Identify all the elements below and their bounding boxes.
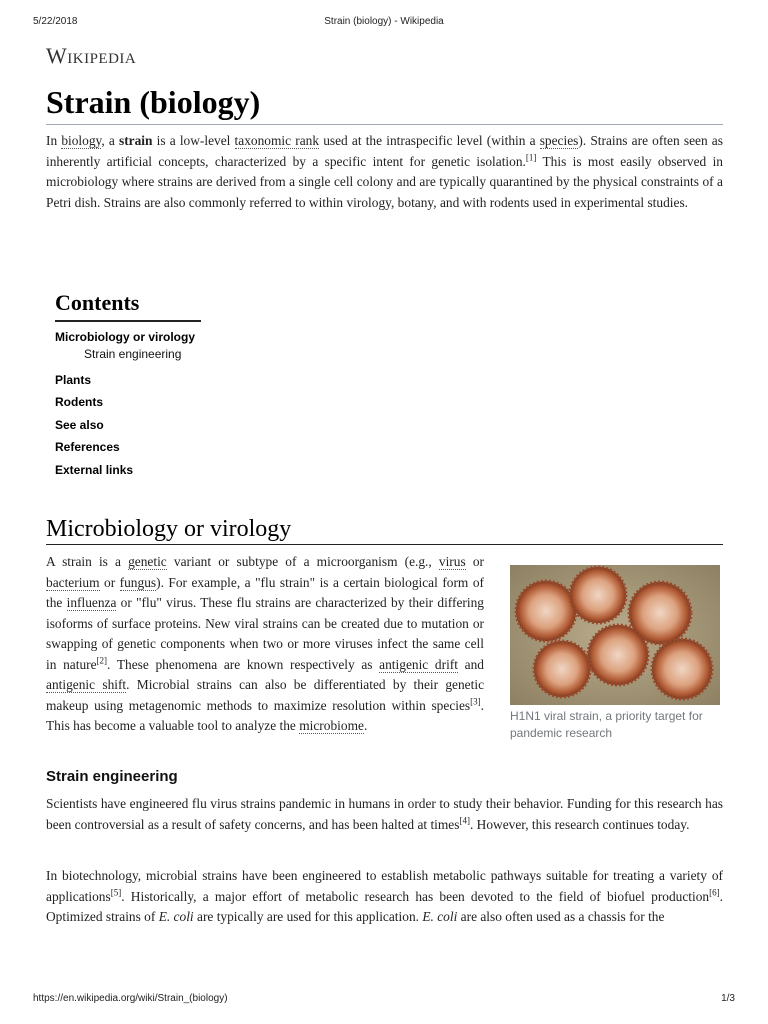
engineering-paragraph-2 (46, 866, 723, 928)
link-taxonomic-rank[interactable]: taxonomic rank (234, 133, 320, 148)
section-divider (46, 544, 723, 545)
link-antigenic-shift[interactable]: antigenic shift (46, 677, 127, 692)
toc-item-external-links[interactable]: External links (55, 462, 134, 477)
text: or (465, 554, 484, 569)
engineering-paragraph-1 (46, 794, 723, 835)
ref-2[interactable]: [2] (96, 655, 108, 666)
text: In biotechnology, microbial strains have been engineered to establish metabolic pathways suitable for treating a variety of applications (46, 868, 723, 904)
text: . This has become a valuable tool to analyze the (46, 697, 484, 733)
figure-caption: H1N1 viral strain, a priority target for pandemic research (510, 709, 703, 740)
link-biology[interactable]: biology (61, 133, 102, 148)
text: or (99, 574, 120, 590)
link-influenza[interactable]: influenza (66, 595, 117, 610)
link-microbiome[interactable]: microbiome (299, 718, 364, 733)
print-date: 5/22/2018 (33, 16, 78, 27)
toc-title: Contents (55, 290, 140, 315)
link-bacterium[interactable]: bacterium (46, 574, 100, 590)
text: is a low-level (152, 133, 235, 148)
figure-h1n1 (510, 565, 720, 742)
table-of-contents (55, 289, 201, 483)
toc-item-plants[interactable]: Plants (55, 372, 92, 387)
text: are also often used as a chassis for the (457, 909, 665, 924)
bold-strain: strain (118, 133, 153, 148)
text: are typically are used for this application. (193, 909, 423, 924)
text: Scientists have engineered flu virus strains pandemic in humans in order to study their behavior. Funding for this research has been controversial as a result of safety concerns, and has been halted at times (46, 796, 723, 832)
text: . Optimized strains of (46, 888, 723, 924)
text: of surface proteins. New viral strains can be created due to mutation or swapping of genetic components when two or more viruses infect the same cell in nature (46, 615, 484, 672)
text: A strain is a (46, 554, 129, 569)
print-url: https://en.wikipedia.org/wiki/Strain_(biology) (33, 993, 228, 1004)
text: ). For example, a "flu strain" is a certain biological form of the (46, 574, 484, 610)
text: used at the intraspecific level (within a (319, 133, 540, 148)
text: . These phenomena are known respectively as (107, 656, 380, 672)
h1n1-virus-image[interactable] (510, 565, 720, 705)
print-footer (33, 993, 735, 1007)
text: . Microbial strains can also be differentiated by their genetic makeup using metagenomic methods to maximize resolution within species (46, 677, 485, 713)
text-isoforms: isoforms (46, 615, 93, 631)
section-heading-microbiology: Microbiology or virology (46, 516, 292, 542)
italic-ecoli: E. coli (158, 909, 194, 924)
text: , a (101, 133, 119, 148)
ref-4[interactable]: [4] (459, 815, 470, 826)
subsection-heading-strain-engineering: Strain engineering (46, 768, 178, 785)
text: ). Strains are often seen as inherently artificial concepts, characterized by a specific intent for genetic isolation. (46, 133, 723, 169)
toc-item-strain-engineering[interactable]: Strain engineering (84, 346, 182, 361)
text: . (363, 718, 368, 733)
ref-1[interactable]: [1] (525, 152, 537, 163)
ref-3[interactable]: [3] (470, 696, 481, 707)
text: or "flu" virus. These flu strains are characterized by their differing (116, 595, 484, 610)
link-virus[interactable]: virus (438, 554, 466, 569)
link-genetic[interactable]: genetic (128, 554, 167, 569)
toc-item-rodents[interactable]: Rodents (55, 395, 103, 409)
title-divider (46, 124, 723, 125)
print-page-title: Strain (biology) - Wikipedia (324, 16, 444, 27)
link-species[interactable]: species (539, 133, 579, 148)
toc-item-see-also[interactable]: See also (55, 417, 104, 432)
print-page-number: 1/3 (721, 993, 735, 1004)
text: In (46, 133, 62, 148)
microbiology-paragraph (46, 552, 484, 737)
link-antigenic-drift[interactable]: antigenic drift (379, 656, 458, 672)
ref-5[interactable]: [5] (110, 887, 122, 898)
article-title: Strain (biology) (46, 84, 261, 120)
toc-item-references[interactable]: References (55, 440, 120, 454)
italic-ecoli: E. coli (422, 909, 458, 924)
text: . Historically, a major effort of metabolic research has been devoted to the field of biofuel production (121, 888, 710, 904)
text: This is most easily observed in microbiology where strains are derived from a single cell colony and are typically quarantined by the physical constraints of a Petri dish. Strains are also commonly referred to within virology, botany, and with rodents used in experimental studies. (46, 153, 723, 210)
text: . However, this research continues today. (469, 816, 690, 832)
text: and (457, 656, 484, 672)
link-fungus[interactable]: fungus (119, 574, 157, 590)
toc-item-microbiology[interactable]: Microbiology or virology (55, 330, 196, 344)
toc-divider (55, 320, 201, 322)
wikipedia-wordmark[interactable]: Wikipedia (46, 43, 137, 68)
text: variant or subtype of a microorganism (e.g., (166, 554, 439, 569)
print-header (33, 16, 735, 30)
ref-6[interactable]: [6] (709, 887, 720, 898)
lead-paragraph (46, 131, 723, 213)
